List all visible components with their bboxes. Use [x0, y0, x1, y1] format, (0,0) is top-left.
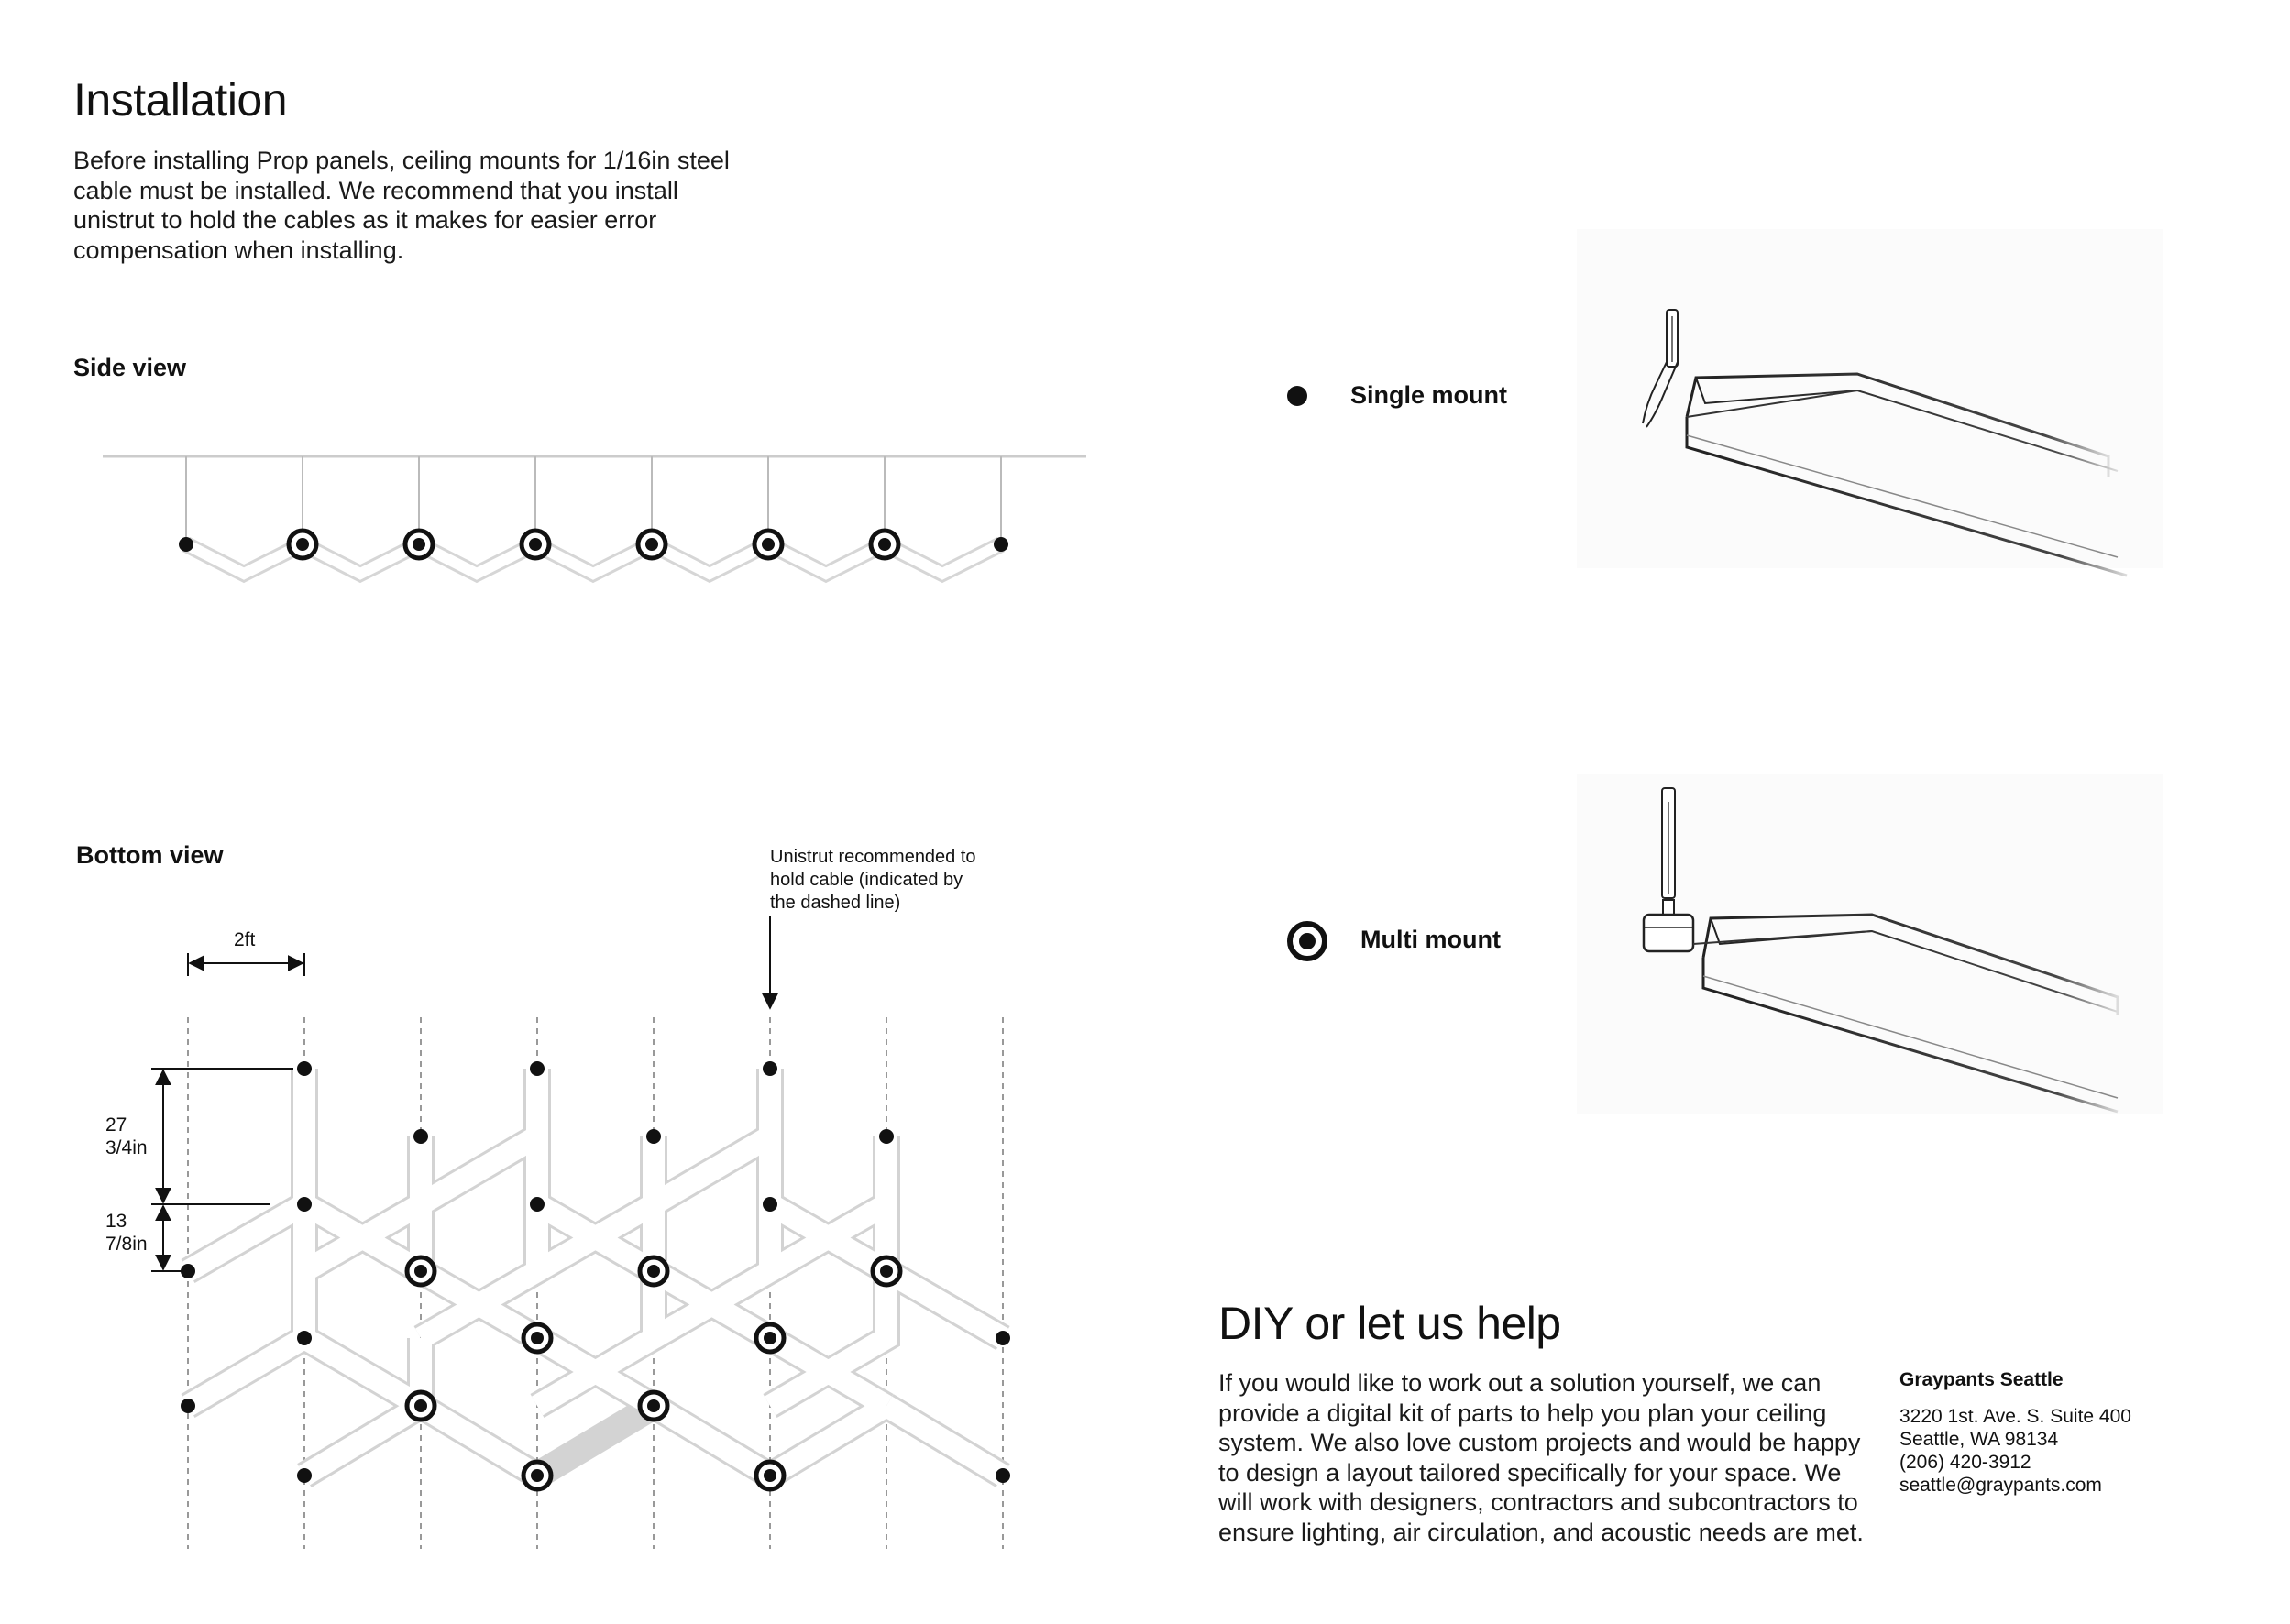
multi-mount-label: Multi mount [1360, 926, 1501, 953]
page-title: Installation [73, 74, 288, 126]
diy-title: DIY or let us help [1218, 1298, 1561, 1349]
side-view-multi-mounts [289, 531, 898, 558]
dim-height-2-label: 13 7/8in [105, 1211, 148, 1255]
side-view-label: Side view [73, 354, 187, 381]
side-view-diagram [103, 456, 1086, 574]
bottom-view-diagram [151, 916, 1010, 1549]
single-mount-icon [1287, 386, 1307, 406]
diy-body: If you would like to work out a solution yourself, we can provide a digital kit of parts to help you plan your ceiling system. We also love custom projects and would be happy to design a layout tailored specifically for your space. We will work with designers, contractors and subcontractors to ensure lighting, air circulation, and acoustic needs are met. [1218, 1369, 1864, 1546]
contact-address-1: 3220 1st. Ave. S. Suite 400 [1899, 1406, 2131, 1427]
contact-address-2: Seattle, WA 98134 [1899, 1429, 2059, 1450]
unistrut-note: Unistrut recommended to hold cable (indicated by the dashed line) [770, 847, 976, 913]
contact-phone: (206) 420-3912 [1899, 1452, 2031, 1473]
dim-height-1-label: 27 3/4in [105, 1114, 148, 1158]
installation-intro: Before installing Prop panels, ceiling mounts for 1/16in steel cable must be installed. We recommend that you install unistrut to hold the cables as it makes for easier error compensation when installing. [73, 147, 730, 264]
bottom-view-label: Bottom view [76, 841, 224, 869]
multi-mount-icon [1290, 924, 1325, 959]
multi-mount-illustration [1577, 706, 2163, 1114]
single-mount-label: Single mount [1350, 381, 1507, 409]
single-mount-illustration [1577, 165, 2163, 576]
contact-email[interactable]: seattle@graypants.com [1899, 1475, 2102, 1496]
dim-width-label: 2ft [234, 929, 256, 950]
contact-company: Graypants Seattle [1899, 1369, 2064, 1390]
